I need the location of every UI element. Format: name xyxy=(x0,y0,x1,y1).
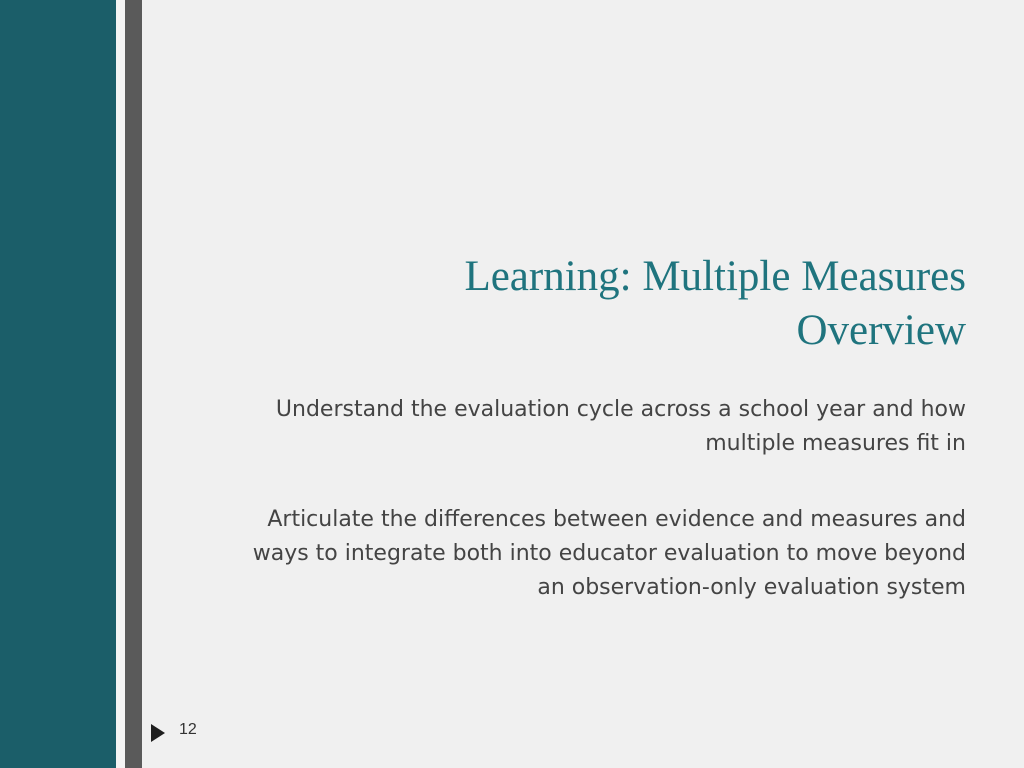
objective-item-1 xyxy=(206,393,966,461)
objective-2-line-3: an observation-only evaluation system xyxy=(537,575,966,600)
objective-item-2 xyxy=(206,503,966,605)
objective-2-line-1: Articulate the differences between evidence and measures and xyxy=(267,507,966,532)
sidebar-gap xyxy=(116,0,125,768)
slide-title-line-2: Overview xyxy=(796,307,966,354)
slide-footer xyxy=(151,718,197,742)
objective-1-line-1: Understand the evaluation cycle across a school year and how xyxy=(275,397,966,422)
objective-1-line-2: multiple measures fit in xyxy=(705,431,966,456)
slide-title-line-1: Learning: Multiple Measures xyxy=(464,253,966,300)
page-number: 12 xyxy=(179,721,197,738)
objective-2-line-2: ways to integrate both into educator evaluation to move beyond xyxy=(252,541,966,566)
sidebar-teal-band xyxy=(0,0,116,768)
play-arrow-icon[interactable] xyxy=(151,724,165,742)
objectives-list xyxy=(206,393,966,647)
slide-title xyxy=(266,250,966,358)
sidebar-gray-band xyxy=(125,0,142,768)
